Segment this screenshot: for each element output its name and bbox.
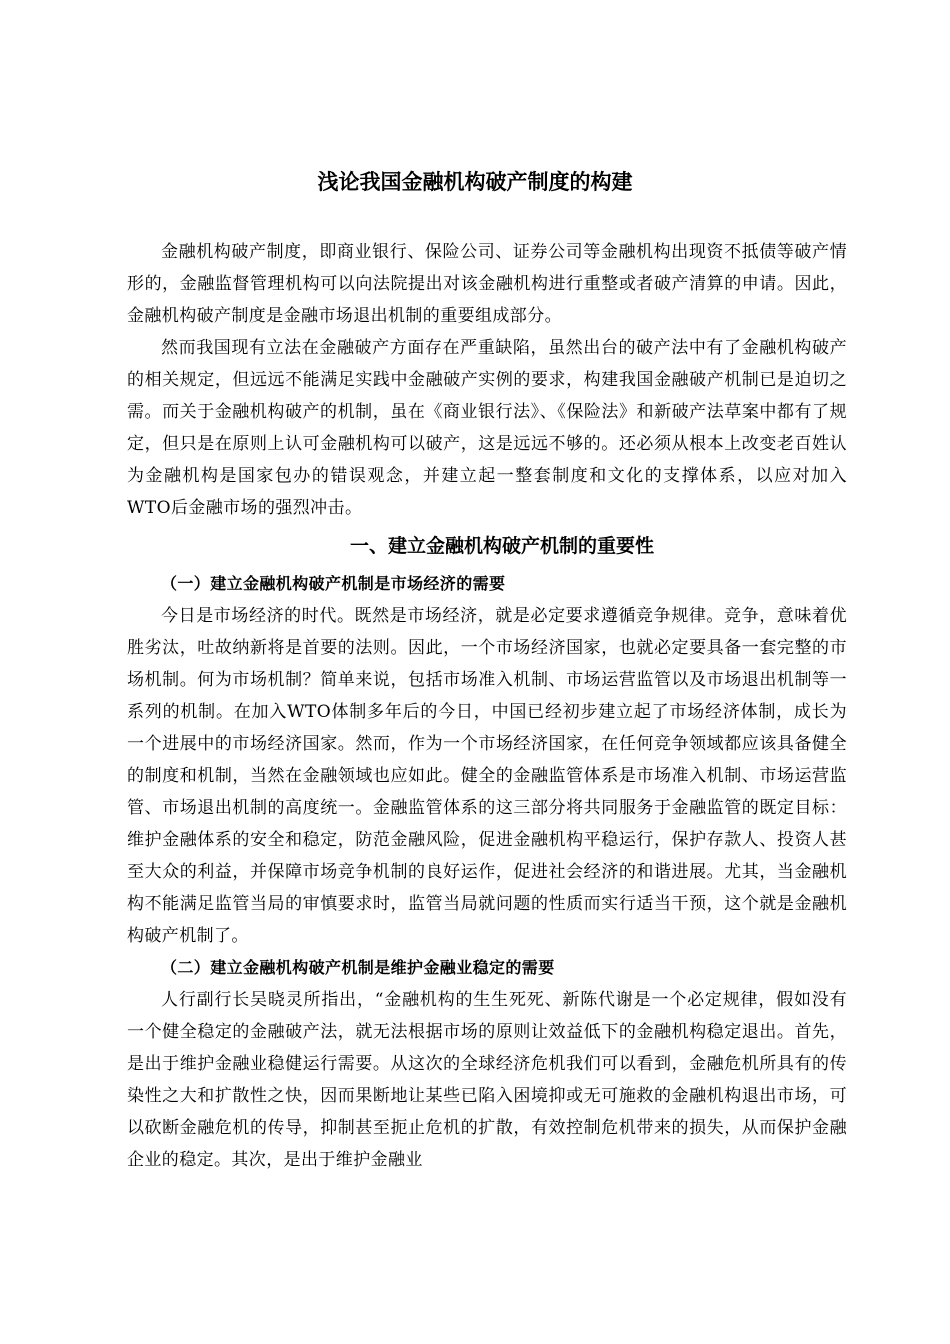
intro-block — [127, 236, 847, 524]
subsection-1-paragraph: 今日是市场经济的时代。既然是市场经济，就是必定要求遵循竞争规律。竞争，意味着优胜劣汰，吐故纳新将是首要的法则。因此，一个市场经济国家，也就必定要具备一套完整的市场机制。何为市场机制？简单来说，包括市场准入机制、市场运营监管以及市场退出机制等一系列的机制。在加入WTO体制多年后的今日，中国已经初步建立起了市场经济体制，成长为一个进展中的市场经济国家。然而，作为一个市场经济国家，在任何竞争领域都应该具备健全的制度和机制，当然在金融领域也应如此。健全的金融监管体系是市场准入机制、市场运营监管、市场退出机制的高度统一。金融监管体系的这三部分将共同服务于金融监管的既定目标：维护金融体系的安全和稳定，防范金融风险，促进金融机构平稳运行，保护存款人、投资人甚至大众的利益，并保障市场竞争机制的良好运作，促进社会经济的和谐进展。尤其，当金融机构不能满足监管当局的审慎要求时，监管当局就问题的性质而实行适当干预，这个就是金融机构破产机制了。 — [127, 606, 847, 946]
section-heading-1: 一、建立金融机构破产机制的重要性 — [349, 535, 654, 557]
intro-paragraph-1: 金融机构破产制度，即商业银行、保险公司、证券公司等金融机构出现资不抵债等破产情形的，金融监督管理机构可以向法院提出对该金融机构进行重整或者破产清算的申请。因此，金融机构破产制度是金融市场退出机制的重要组成部分。 — [127, 242, 847, 326]
subsection-heading-2: （二）建立金融机构破产机制是维护金融业稳定的需要 — [161, 958, 555, 977]
subsection-heading-1: （一）建立金融机构破产机制是市场经济的需要 — [161, 574, 506, 593]
document-title: 浅论我国金融机构破产制度的构建 — [317, 170, 633, 194]
subsection-2-paragraph: 人行副行长吴晓灵所指出，“金融机构的生生死死、新陈代谢是一个必定规律，假如没有一个健全稳定的金融破产法，就无法根据市场的原则让效益低下的金融机构稳定退出。首先，是出于维护金融业稳健运行需要。从这次的全球经济危机我们可以看到，金融危机所具有的传染性之大和扩散性之快，因而果断地让某些已陷入困境抑或无可施救的金融机构退出市场，可以砍断金融危机的传导，抑制甚至扼止危机的扩散，有效控制危机带来的损失，从而保护金融企业的稳定。其次，是出于维护金融业 — [127, 990, 847, 1170]
intro-paragraph-2: 然而我国现有立法在金融破产方面存在严重缺陷，虽然出台的破产法中有了金融机构破产的相关规定，但远远不能满足实践中金融破产实例的要求，构建我国金融破产机制已是迫切之需。而关于金融机构破产的机制，虽在《商业银行法》、《保险法》和新破产法草案中都有了规定，但只是在原则上认可金融机构可以破产，这是远远不够的。还必须从根本上改变老百姓认为金融机构是国家包办的错误观念，并建立起一整套制度和文化的支撑体系，以应对加入WTO后金融市场的强烈冲击。 — [127, 338, 847, 518]
section-1-body — [127, 568, 847, 1176]
